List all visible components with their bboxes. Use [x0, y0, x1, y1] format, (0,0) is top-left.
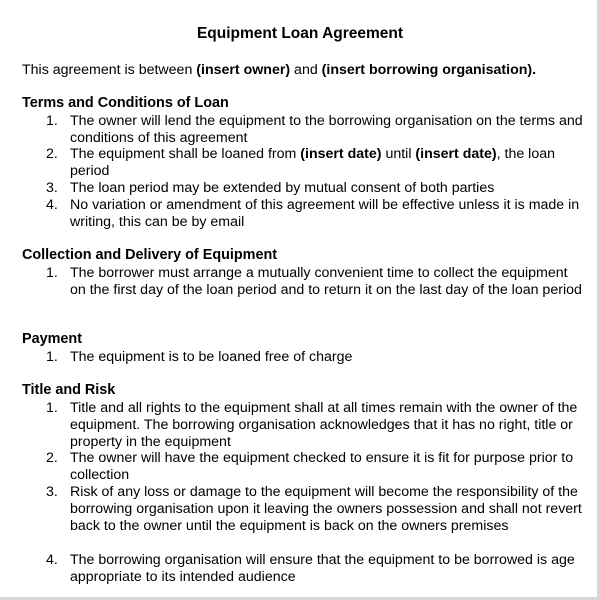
section-heading-collection: Collection and Delivery of Equipment	[22, 247, 278, 263]
list-number: 1.	[46, 349, 58, 365]
list-number: 2.	[46, 450, 58, 466]
list-item-text: The equipment is to be loaned free of charge	[70, 349, 353, 365]
list-item-text: The loan period may be extended by mutual consent of both parties	[70, 180, 495, 196]
list-number: 2.	[46, 146, 58, 162]
list-number: 1.	[46, 400, 58, 416]
list-item-text: The owner will lend the equipment to the borrowing organisation on the terms and conditions of this agreement	[70, 113, 583, 146]
borrower-placeholder: (insert borrowing organisation).	[321, 62, 537, 78]
list-item-text: No variation or amendment of this agreement will be effective unless it is made in writing, this can be by email	[70, 197, 580, 230]
section-heading-terms: Terms and Conditions of Loan	[22, 95, 229, 111]
list-number: 3.	[46, 180, 58, 196]
list-number: 4.	[46, 552, 58, 568]
list-item-text: Title and all rights to the equipment shall at all times remain with the owner of the equipment. The borrowing organisation acknowledges that it has no right, title or property in the equipment	[70, 400, 578, 450]
section-heading-title-risk: Title and Risk	[22, 382, 116, 398]
start-date-placeholder: (insert date)	[300, 146, 382, 162]
list-item-text: The borrower must arrange a mutually convenient time to collect the equipment on the first day of the loan period and to return it on the last day of the loan period	[70, 265, 582, 298]
intro-paragraph	[22, 62, 536, 78]
list-item-text: The borrowing organisation will ensure that the equipment to be borrowed is age appropriate to its intended audience	[70, 552, 575, 585]
section-heading-payment: Payment	[22, 331, 82, 347]
list-number: 1.	[46, 113, 58, 129]
intro-prefix: This agreement is between	[22, 62, 197, 78]
list-number: 3.	[46, 484, 58, 500]
end-date-placeholder: (insert date)	[415, 146, 497, 162]
list-item-text: Risk of any loss or damage to the equipment will become the responsibility of the borrowing organisation upon it leaving the owners possession and shall not revert back to the owner until the equipment is back on the owners premises	[70, 484, 582, 534]
list-item-text: The owner will have the equipment checked to ensure it is fit for purpose prior to collection	[70, 450, 574, 483]
owner-placeholder: (insert owner)	[196, 62, 291, 78]
intro-middle: and	[290, 62, 322, 78]
document-title: Equipment Loan Agreement	[196, 25, 404, 42]
list-item-text: The equipment shall be loaned from (insert date) until (insert date), the loan period	[70, 146, 555, 179]
list-number: 1.	[46, 265, 58, 281]
list-number: 4.	[46, 197, 58, 213]
